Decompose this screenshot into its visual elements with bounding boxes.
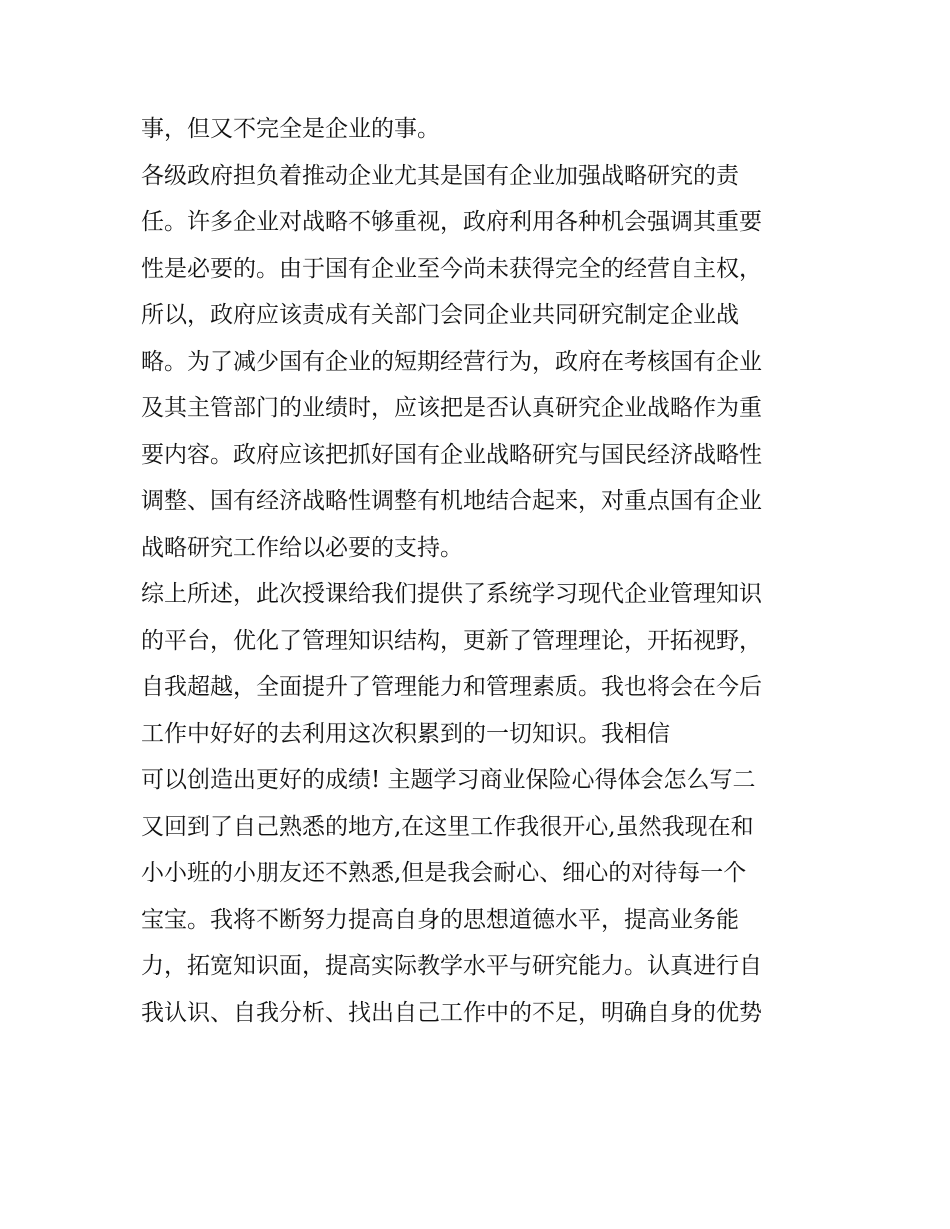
body-text	[141, 106, 831, 1036]
text-line: 又回到了自己熟悉的地方,在这里工作我很开心,虽然我现在和	[141, 813, 754, 840]
text-line: 的平台，优化了管理知识结构，更新了管理理论，开拓视野，	[141, 627, 762, 654]
text-line: 性是必要的。由于国有企业至今尚未获得完全的经营自主权，	[141, 255, 762, 282]
text-line: 宝宝。我将不断努力提高自身的思想道德水平，提高业务能	[141, 906, 739, 933]
text-line: 我认识、自我分析、找出自己工作中的不足，明确自身的优势	[141, 999, 762, 1026]
text-line: 略。为了减少国有企业的短期经营行为，政府在考核国有企业	[141, 348, 762, 375]
text-line: 调整、国有经济战略性调整有机地结合起来，对重点国有企业	[141, 488, 762, 514]
text-line: 可以创造出更好的成绩! 主题学习商业保险心得体会怎么写二	[141, 767, 756, 793]
text-line: 小小班的小朋友还不熟悉,但是我会耐心、细心的对待每一个	[141, 860, 747, 886]
text-line: 及其主管部门的业绩时，应该把是否认真研究企业战略作为重	[141, 395, 762, 421]
text-line: 综上所述，此次授课给我们提供了系统学习现代企业管理知识	[141, 581, 762, 607]
text-line: 任。许多企业对战略不够重视，政府利用各种机会强调其重要	[141, 209, 762, 235]
text-line: 事，但又不完全是企业的事。	[141, 116, 440, 142]
text-line: 战略研究工作给以必要的支持。	[141, 534, 463, 561]
text-line: 各级政府担负着推动企业尤其是国有企业加强战略研究的责	[141, 162, 739, 189]
text-line: 力，拓宽知识面，提高实际教学水平与研究能力。认真进行自	[141, 953, 762, 979]
text-line: 自我超越，全面提升了管理能力和管理素质。我也将会在今后	[141, 674, 762, 700]
text-line: 所以，政府应该责成有关部门会同企业共同研究制定企业战	[141, 302, 739, 328]
text-line: 工作中好好的去利用这次积累到的一切知识。我相信	[141, 720, 670, 747]
text-line: 要内容。政府应该把抓好国有企业战略研究与国民经济战略性	[141, 441, 762, 468]
